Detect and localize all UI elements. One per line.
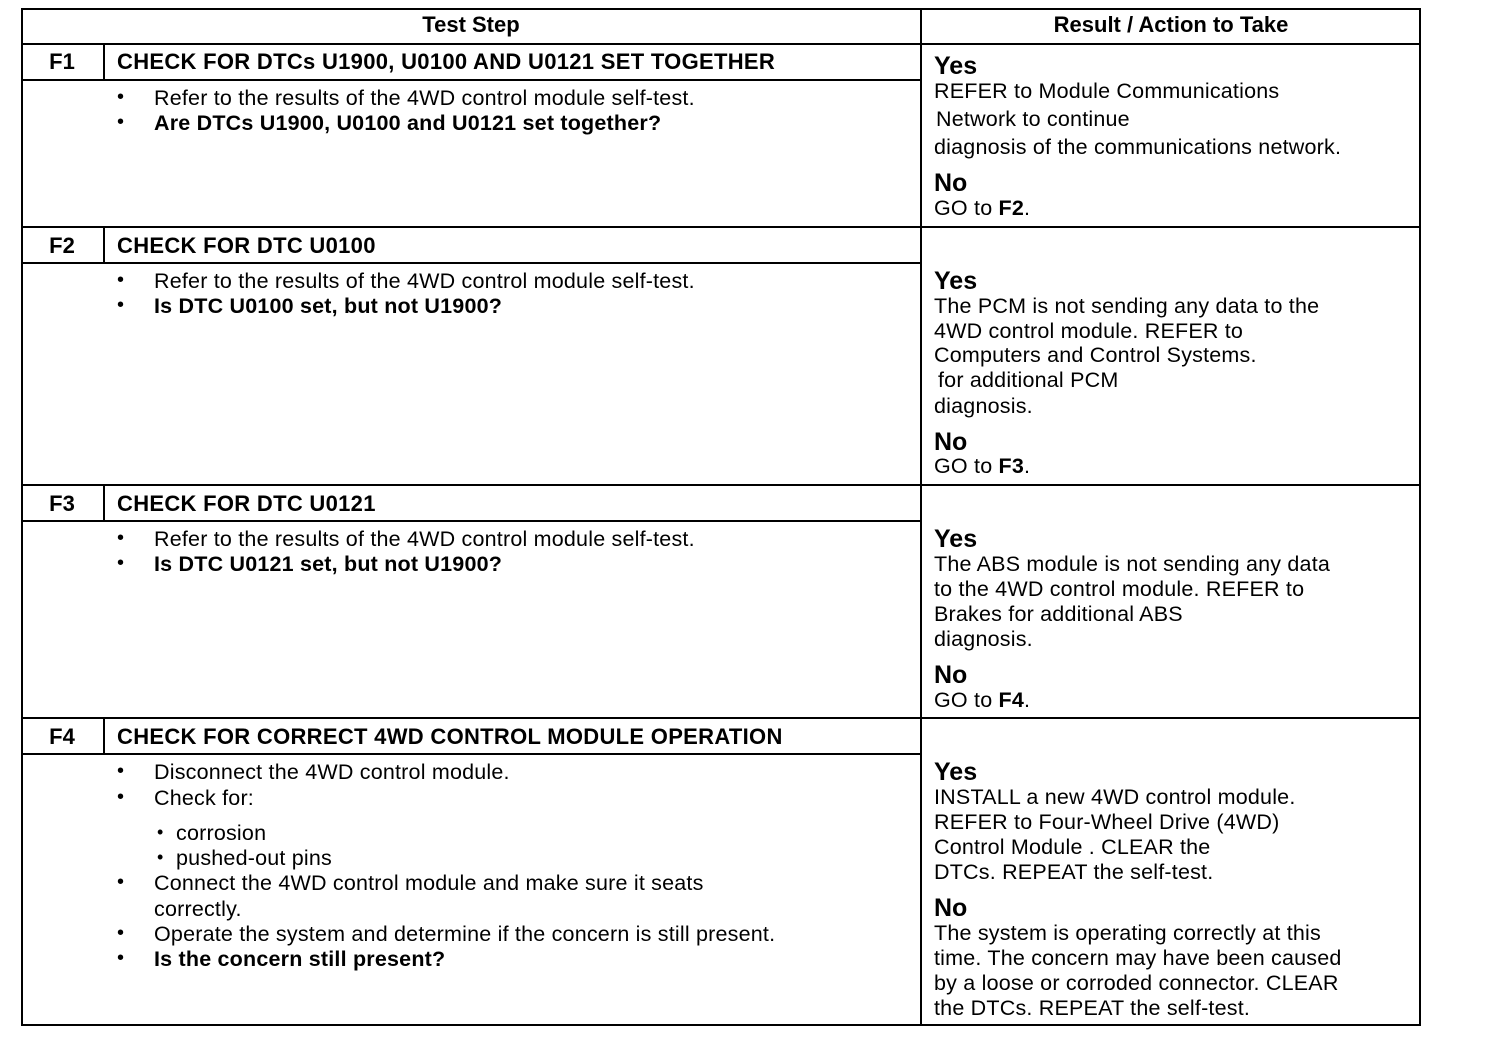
yes-action-line: The ABS module is not sending any data bbox=[934, 552, 1331, 576]
step-instruction: Refer to the results of the 4WD control module self-test. bbox=[154, 527, 695, 551]
f2-bottom-rule bbox=[21, 484, 1421, 486]
step-question: Is DTC U0121 set, but not U1900? bbox=[154, 552, 503, 576]
yes-action-line: Control Module . CLEAR the bbox=[934, 835, 1211, 859]
step-id: F1 bbox=[49, 49, 75, 74]
step-id: F2 bbox=[49, 233, 75, 258]
no-action-line: the DTCs. REPEAT the self-test. bbox=[934, 996, 1251, 1020]
no-action bbox=[934, 454, 1030, 479]
f4-title-rule bbox=[21, 753, 921, 755]
yes-action-line: to the 4WD control module. REFER to bbox=[934, 577, 1305, 601]
yes-action-line: diagnosis. bbox=[934, 627, 1033, 651]
column-divider bbox=[920, 8, 922, 1026]
no-action-suffix: . bbox=[1024, 196, 1031, 220]
no-action-target: F2 bbox=[998, 196, 1025, 220]
step-instruction: Refer to the results of the 4WD control module self-test. bbox=[154, 86, 695, 110]
no-action-line: The system is operating correctly at this bbox=[934, 921, 1321, 945]
step-instruction-continued: correctly. bbox=[154, 897, 242, 921]
no-action-target: F4 bbox=[998, 688, 1025, 712]
step-title: CHECK FOR DTC U0121 bbox=[117, 491, 376, 516]
step-id-divider-f4 bbox=[103, 718, 105, 755]
yes-action-line: Brakes for additional ABS bbox=[934, 602, 1183, 626]
f1-bottom-rule bbox=[21, 226, 1421, 228]
no-action-target: F3 bbox=[998, 454, 1025, 478]
yes-action-line: REFER to Module Communications bbox=[934, 79, 1280, 103]
no-label: No bbox=[934, 661, 968, 689]
bullet: • bbox=[117, 786, 125, 808]
yes-action-line: Computers and Control Systems. bbox=[934, 343, 1257, 367]
bullet: • bbox=[117, 111, 125, 133]
header-rule bbox=[21, 43, 1421, 45]
no-label: No bbox=[934, 894, 968, 922]
sub-bullet: • bbox=[157, 822, 164, 842]
no-action-prefix: GO to bbox=[934, 454, 999, 478]
no-action-suffix: . bbox=[1024, 688, 1031, 712]
f2-title-rule bbox=[21, 262, 921, 264]
bullet: • bbox=[117, 269, 125, 291]
bullet: • bbox=[117, 871, 125, 893]
step-id-divider-f1 bbox=[103, 43, 105, 80]
yes-label: Yes bbox=[934, 525, 978, 553]
bullet: • bbox=[117, 947, 125, 969]
check-item: corrosion bbox=[176, 821, 267, 845]
yes-action-line: diagnosis of the communications network. bbox=[934, 135, 1342, 159]
step-question: Is DTC U0100 set, but not U1900? bbox=[154, 294, 503, 318]
step-instruction: Disconnect the 4WD control module. bbox=[154, 760, 510, 784]
bullet: • bbox=[117, 922, 125, 944]
yes-action-line: REFER to Four-Wheel Drive (4WD) bbox=[934, 810, 1280, 834]
bullet: • bbox=[117, 760, 125, 782]
no-action bbox=[934, 688, 1030, 713]
step-id-divider-f2 bbox=[103, 227, 105, 264]
yes-action-line: The PCM is not sending any data to the bbox=[934, 294, 1320, 318]
step-title: CHECK FOR DTCs U1900, U0100 AND U0121 SET TOGETHER bbox=[117, 49, 776, 74]
header-test-step: Test Step bbox=[422, 12, 520, 37]
yes-label: Yes bbox=[934, 758, 978, 786]
f3-bottom-rule bbox=[21, 717, 1421, 719]
step-instruction: Connect the 4WD control module and make sure it seats bbox=[154, 871, 704, 895]
no-action-prefix: GO to bbox=[934, 688, 999, 712]
step-question: Are DTCs U1900, U0100 and U0121 set together? bbox=[154, 111, 662, 135]
step-title: CHECK FOR DTC U0100 bbox=[117, 233, 376, 258]
yes-action-line: 4WD control module. REFER to bbox=[934, 319, 1244, 343]
no-action-line: by a loose or corroded connector. CLEAR bbox=[934, 971, 1339, 995]
bullet: • bbox=[117, 552, 125, 574]
yes-action-line: INSTALL a new 4WD control module. bbox=[934, 785, 1296, 809]
sub-bullet: • bbox=[157, 847, 164, 867]
bullet: • bbox=[117, 294, 125, 316]
step-instruction: Refer to the results of the 4WD control module self-test. bbox=[154, 269, 695, 293]
yes-label: Yes bbox=[934, 267, 978, 295]
no-action-prefix: GO to bbox=[934, 196, 999, 220]
f3-title-rule bbox=[21, 520, 921, 522]
step-instruction: Check for: bbox=[154, 786, 254, 810]
yes-action-line: diagnosis. bbox=[934, 394, 1033, 418]
no-action-line: time. The concern may have been caused bbox=[934, 946, 1342, 970]
f1-title-rule bbox=[21, 79, 921, 81]
check-item: pushed-out pins bbox=[176, 846, 332, 870]
no-label: No bbox=[934, 428, 968, 456]
bullet: • bbox=[117, 86, 125, 108]
yes-action-line: Network to continue bbox=[936, 107, 1130, 131]
step-id: F4 bbox=[49, 724, 75, 749]
no-label: No bbox=[934, 169, 968, 197]
header-result: Result / Action to Take bbox=[1053, 12, 1289, 37]
step-instruction: Operate the system and determine if the concern is still present. bbox=[154, 922, 776, 946]
yes-label: Yes bbox=[934, 52, 978, 80]
bullet: • bbox=[117, 527, 125, 549]
yes-action-line: DTCs. REPEAT the self-test. bbox=[934, 860, 1214, 884]
step-id: F3 bbox=[49, 491, 75, 516]
yes-action-line: for additional PCM bbox=[938, 368, 1119, 392]
no-action-suffix: . bbox=[1024, 454, 1031, 478]
no-action bbox=[934, 196, 1030, 221]
step-title: CHECK FOR CORRECT 4WD CONTROL MODULE OPERATION bbox=[117, 724, 783, 749]
step-question: Is the concern still present? bbox=[154, 947, 446, 971]
step-id-divider-f3 bbox=[103, 485, 105, 522]
